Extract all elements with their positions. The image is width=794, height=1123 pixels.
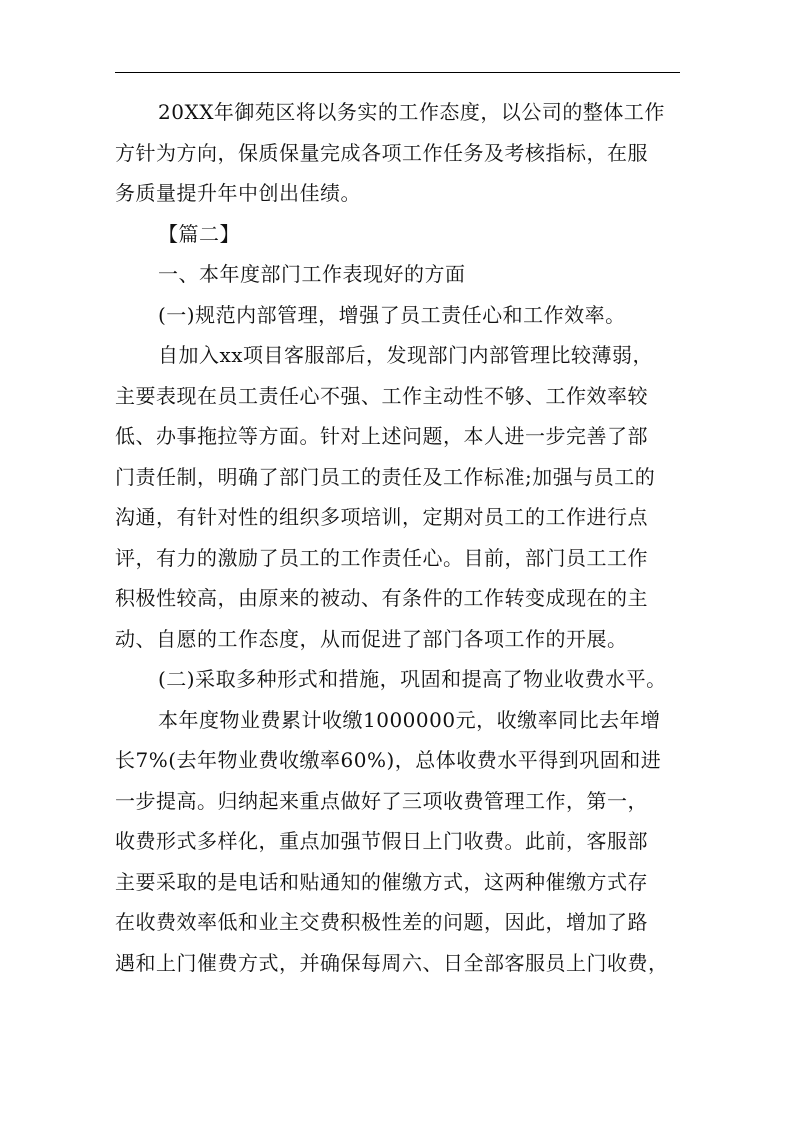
subsection-heading: (一)规范内部管理，增强了员工责任心和工作效率。 bbox=[158, 302, 626, 327]
paragraph-line: 动、自愿的工作态度，从而促进了部门各项工作的开展。 bbox=[115, 626, 628, 651]
paragraph-line: 长7%(去年物业费收缴率60%)，总体收费水平得到巩固和进 bbox=[115, 748, 662, 772]
paragraph-line: 务质量提升年中创出佳绩。 bbox=[115, 181, 361, 205]
paragraph-line: 本年度物业费累计收缴1000000元，收缴率同比去年增 bbox=[158, 707, 661, 732]
paragraph-line: 方针为方向，保质保量完成各项工作任务及考核指标，在服 bbox=[115, 140, 648, 165]
section-heading: 【篇二】 bbox=[158, 221, 240, 246]
paragraph-line: 在收费效率低和业主交费积极性差的问题，因此，增加了路 bbox=[115, 910, 648, 934]
paragraph-line: 自加入xx项目客服部后，发现部门内部管理比较薄弱， bbox=[158, 343, 654, 367]
paragraph-line: 低、办事拖拉等方面。针对上述问题，本人进一步完善了部 bbox=[115, 424, 648, 448]
subsection-heading: (二)采取多种形式和措施，巩固和提高了物业收费水平。 bbox=[158, 667, 667, 691]
header-rule bbox=[115, 72, 680, 73]
paragraph-line: 主要采取的是电话和贴通知的催缴方式，这两种催缴方式存 bbox=[115, 869, 648, 894]
subsection-heading: 一、本年度部门工作表现好的方面 bbox=[158, 262, 466, 286]
paragraph-line: 主要表现在员工责任心不强、工作主动性不够、工作效率较 bbox=[115, 383, 648, 408]
paragraph-line: 20XX年御苑区将以务实的工作态度，以公司的整体工作 bbox=[158, 100, 665, 124]
paragraph-line: 评，有力的激励了员工的工作责任心。目前，部门员工工作 bbox=[115, 545, 648, 570]
paragraph-line: 积极性较高，由原来的被动、有条件的工作转变成现在的主 bbox=[115, 586, 648, 610]
paragraph-line: 一步提高。归纳起来重点做好了三项收费管理工作，第一， bbox=[115, 788, 648, 813]
paragraph-line: 遇和上门催费方式，并确保每周六、日全部客服员上门收费， bbox=[115, 950, 669, 975]
paragraph-line: 门责任制，明确了部门员工的责任及工作标准;加强与员工的 bbox=[115, 464, 656, 489]
document-body bbox=[115, 92, 680, 983]
paragraph-line: 沟通，有针对性的组织多项培训，定期对员工的工作进行点 bbox=[115, 505, 648, 529]
paragraph-line: 收费形式多样化，重点加强节假日上门收费。此前，客服部 bbox=[115, 829, 648, 853]
